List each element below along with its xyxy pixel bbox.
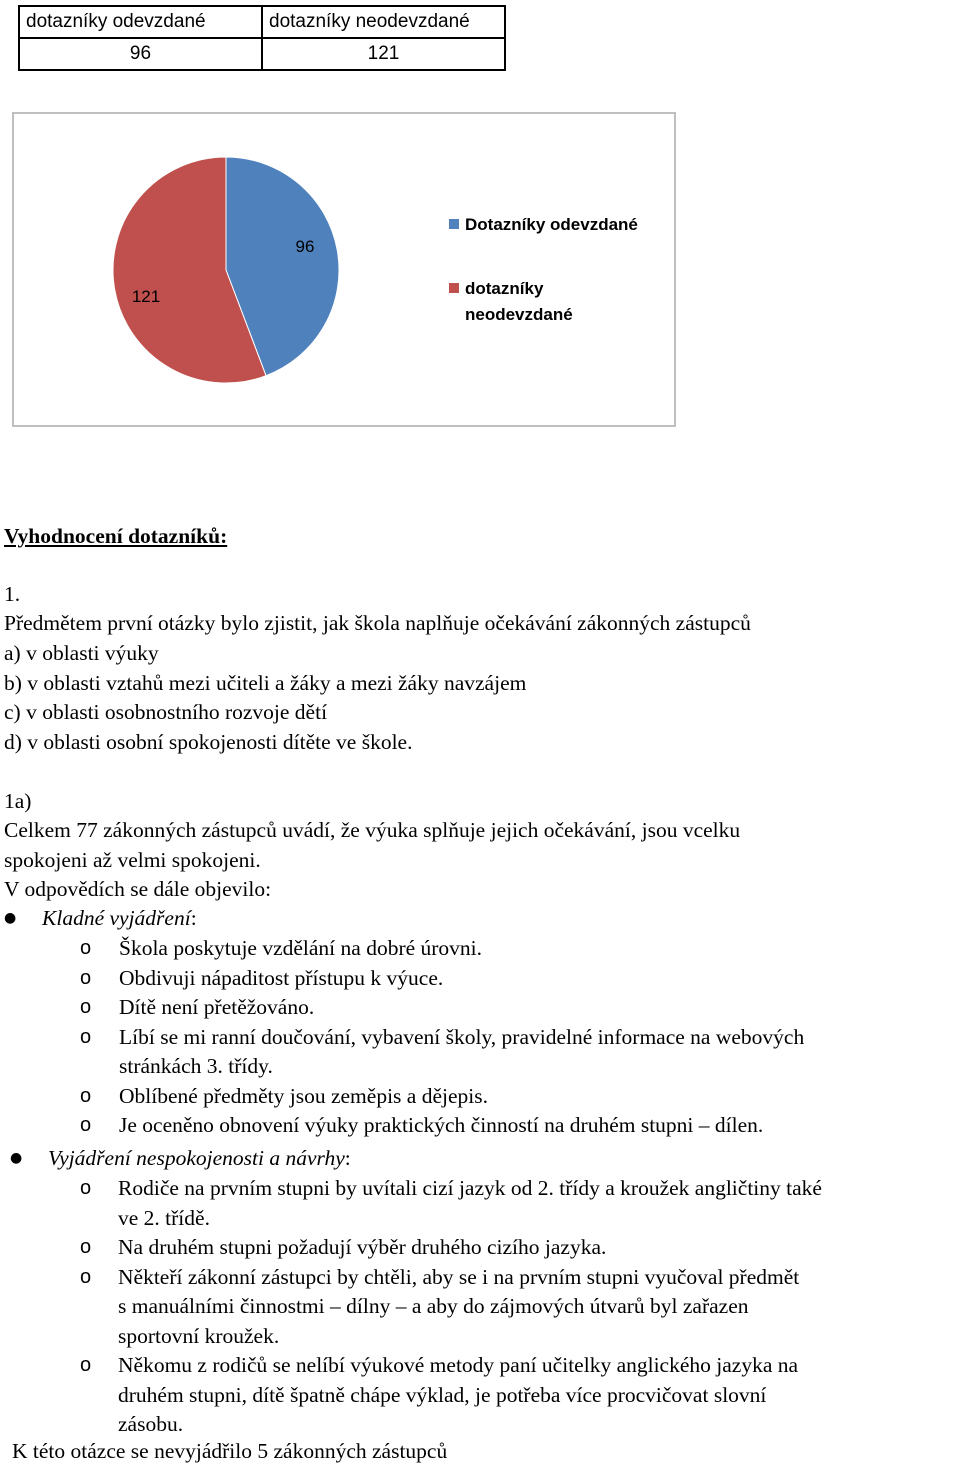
responses-intro: V odpovědích se dále objevilo: [4,877,272,901]
summary-text: Celkem 77 zákonných zástupců uvádí, že výuka splňuje jejich očekávání, jsou vcelku [4,818,741,842]
sub-bullet-marker: o [80,937,92,959]
negative-item-text: Rodiče na prvním stupni by uvítali cizí jazyk od 2. třídy a kroužek angličtiny také [118,1176,822,1200]
negative-item-text: druhém stupni, dítě špatně chápe výklad, je potřeba více procvičovat slovní [118,1382,767,1407]
negative-item-text: Někteří zákonní zástupci by chtěli, aby se i na prvním stupni vyučoval předmět [118,1264,800,1289]
sub-bullet-marker: o [80,1114,92,1136]
sub-bullet-marker: o [80,1265,92,1288]
positive-item-text: Líbí se mi ranní doučování, vybavení školy, pravidelné informace na webových [119,1024,805,1049]
positive-item-text: Obdivuji nápaditost přístupu k výuce. [119,965,444,990]
positive-item-text: stránkách 3. třídy. [119,1054,273,1078]
question-area-item: a) v oblasti výuky [4,641,159,665]
negative-item-text: ve 2. třídě. [118,1205,210,1230]
evaluation-heading: Vyhodnocení dotazníků: [4,524,228,548]
legend-swatch-2 [449,283,459,293]
pie-data-label-1: 96 [295,237,315,256]
summary-value-not-submitted: 121 [262,38,505,70]
summary-header-row [19,6,505,38]
pie-chart-svg [14,114,674,425]
legend-item-1 [449,215,638,234]
pie-chart [12,112,676,427]
question-area-item: b) v oblasti vztahů mezi učiteli a žáky a mezi žáky navzájem [4,670,527,695]
pie-data-label-2: 121 [131,287,161,306]
sub-bullet-marker: o [80,1025,92,1048]
positive-item-text: Dítě není přetěžováno. [119,995,315,1019]
summary-value-submitted: 96 [19,38,262,70]
negative-item-text: Na druhém stupni požadují výběr druhého cizího jazyka. [118,1235,607,1259]
summary-value-row [19,38,505,70]
legend-label-2: neodevzdané [465,305,573,324]
sub-bullet-marker: o [80,1084,92,1107]
sub-bullet-marker: o [80,1354,92,1376]
sub-bullet-marker: o [80,966,92,989]
negative-item-text: Někomu z rodičů se nelíbí výukové metody paní učitelky anglického jazyka na [118,1353,799,1377]
negative-item-text: sportovní kroužek. [118,1323,280,1348]
bullet-negative-icon: ● [10,1150,23,1166]
sub-bullet-marker: o [80,996,92,1018]
question-intro: Předmětem první otázky bylo zjistit, jak škola naplňuje očekávání zákonných zástupců [4,611,751,635]
summary-header-not-submitted: dotazníky neodevzdané [262,6,505,38]
summary-header-submitted: dotazníky odevzdané [19,6,262,38]
legend-label-1: Dotazníky odevzdané [465,215,638,234]
negative-heading-label: Vyjádření nespokojenosti a návrhy [48,1146,345,1170]
summary-text: spokojeni až velmi spokojeni. [4,847,261,872]
legend-label-2: dotazníky [465,279,544,298]
positive-item-text: Škola poskytuje vzdělání na dobré úrovni. [119,936,483,960]
positive-heading: Kladné vyjádření: [42,906,197,930]
no-answer-note: K této otázce se nevyjádřilo 5 zákonných zástupců [12,1439,448,1463]
summary-table [18,5,506,71]
negative-item-text: s manuálními činnostmi – dílny – a aby do zájmových útvarů byl zařazen [118,1294,749,1318]
legend-item-2 [449,279,573,324]
positive-item-text: Oblíbené předměty jsou zeměpis a dějepis. [119,1083,488,1108]
sub-bullet-marker: o [80,1177,92,1199]
sub-bullet-marker: o [80,1236,92,1258]
negative-item-text: zásobu. [118,1412,184,1436]
legend-swatch-1 [449,219,459,229]
positive-heading-label: Kladné vyjádření [42,906,191,930]
bullet-positive-icon: ● [4,910,17,926]
question-area-item: c) v oblasti osobnostního rozvoje dětí [4,700,328,724]
negative-heading: Vyjádření nespokojenosti a návrhy: [48,1146,351,1170]
subsection-label: 1a) [4,789,32,813]
question-area-item: d) v oblasti osobní spokojenosti dítěte ve škole. [4,729,413,754]
positive-item-text: Je oceněno obnovení výuky praktických činností na druhém stupni – dílen. [119,1113,764,1137]
question-number: 1. [4,582,21,606]
